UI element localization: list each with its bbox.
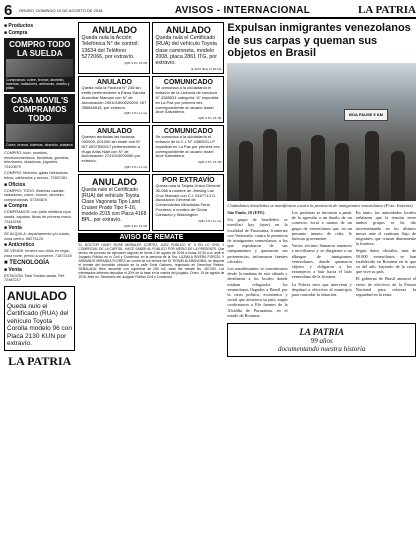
classified-box xyxy=(4,38,75,92)
category-subheading: ■ Compra xyxy=(4,31,75,36)
article-column xyxy=(227,22,416,534)
ad-ref: (Q81 3 8 L 1L 1L) xyxy=(124,165,148,170)
photo-figure xyxy=(287,147,301,201)
ad-ref: (Q81 3 8 L 1L 1L) xyxy=(124,111,148,116)
category-subheading: ■ Compra xyxy=(4,204,75,209)
anniversary-promo xyxy=(227,323,416,357)
article-col xyxy=(292,210,352,320)
classifieds-column xyxy=(4,22,75,534)
category-subheading: ■ Venta xyxy=(4,268,75,273)
ad-ref: (Q81 3 8 L 15 15) xyxy=(198,116,222,121)
promo-tagline: documentando nuestra historia xyxy=(277,345,366,354)
ad-title: ANULADO xyxy=(165,25,211,35)
ad-ref: (Q81 3 8 L 1L 1L) xyxy=(198,218,222,223)
classified-box-title: CASA MOVIL'S COMPRAMOS TODO xyxy=(11,96,69,123)
brand-logo: LA PATRIA xyxy=(358,4,416,16)
notice-ad xyxy=(78,174,150,231)
article-paragraph: Los protestas se iniciaron a partir de la agresión a un dueño de un comercio local a manos de un grupo de venezolanos que, en un presunto intento de robo, le hirieron gravemente. xyxy=(291,210,352,242)
auction-title: AVISO DE REMATE xyxy=(78,233,224,242)
ad-title: COMUNICADO xyxy=(163,79,213,87)
classified-box-text: Cobre, bronce, baterías, aluminio, chatarra xyxy=(6,143,73,147)
page-date: ORURO, DOMINGO 19 DE AGOSTO DE 2018 xyxy=(19,7,103,13)
photo-figure xyxy=(391,151,405,201)
ad-text: Queda nula el Certificado (RUA) del vehículo Toyota clase camioneta, modelo 2008, placa 2861 ITG, por extravío. xyxy=(155,35,217,67)
category-heading: ■ Productos xyxy=(4,24,75,29)
footer-brand: LA PATRIA xyxy=(8,353,72,368)
article-paragraph: Varios vecinos llamaron entonces a movilizarse y se dirigieron a un albergue de inmigrantes venezolanos, donde quemaron objetos y obligaron a los extranjeros a huir hacia el lado venezolano de la frontera. xyxy=(291,243,352,280)
classified-item: COMPRO: TODO: Baterías usadas, radiadores, cobre, bronce, aluminio, computadoras. 67254876 xyxy=(4,188,65,202)
anulado-ad-large xyxy=(4,286,75,351)
ad-title: ANULADO xyxy=(91,177,137,188)
road-sign: BOA PAUSE 5 KM xyxy=(344,109,388,121)
category-heading: ■ Oficios xyxy=(4,183,75,188)
article-paragraph: Los manifestantes se concentraron desde la mañana de este sábado y derribaron a los locales donde estaban refugiados los venezolanos llegados a Brasil por la crisis política, económica y social que atraviesa su país, según confirmaron a Efe fuentes de la Alcaldía de Pacaraima, en el estado de Roraima. xyxy=(227,266,288,318)
classified-box-title: COMPRO TODO LA SUELDA xyxy=(9,40,71,58)
page-number: 6 xyxy=(4,1,13,19)
ad-title: ANULADO xyxy=(7,288,67,303)
ad-text: Queda nula la Tarjeta Única General 36-066 a nombre de Jhesing Luz Cruz Mamani con C.I. 5167713 O. Asociación General de Comerciantes Minoristas Feria Frontera, a nombre de Gloria Camacho y Washington xyxy=(155,183,221,217)
classified-item: COMPRAMOS: con plata metálica ropa usada, zapatos, libros de primera mano. 72443765 xyxy=(4,210,72,224)
ad-text: Queda nula la Factura N° 245 sin emitir perteneciente a Elena Sandra Arancibar Mamani con N° de Autorización 249101600020000, NIT 356848915, por extravío. xyxy=(81,85,147,110)
article-body xyxy=(227,210,416,320)
category-heading: ■ Venta xyxy=(4,226,75,231)
photo-figure xyxy=(263,129,277,201)
classified-item: ESTACIÓN Total Sokkia usada. Ref. 72487217 xyxy=(4,273,66,283)
classified-box-text: Compramos: cobre, bronce, aluminio, baterías, radiadores, antimonio, estaño y plata. xyxy=(6,78,70,90)
article-paragraph: Según datos oficiales, más de 50.000 venezolanos se han establecido en Roraima en lo que va del año, huyendo de la crisis que vive su país. xyxy=(355,248,416,275)
ad-title: ANULADO xyxy=(91,25,137,35)
ad-ref: (1-1272 dha) 17 16 19) xyxy=(190,67,222,72)
ad-title: ANULADO xyxy=(96,128,132,136)
photo-figure xyxy=(239,141,253,201)
ad-ref: (Q81 3 8 L 15 15) xyxy=(124,61,148,66)
ad-title: ANULADO xyxy=(96,79,132,87)
ad-title: COMUNICADO xyxy=(163,128,213,136)
notices-column xyxy=(78,22,224,534)
notice-ad xyxy=(152,125,224,172)
auction-text: EL DOCTOR HAIDY ROSE MORALES CORTEZ, JUEZ PÚBLICO N° 8 EN LO CIVIL Y COMERCIAL DE LA CAPITAL. HACE SABER AL PÚBLICO POR MEDIO DE LA PRESENTE. Que dentro del proceso de ejecución seguido en fecha 2 de agosto de 2018 a horas 10:30 a.m. ante el Juzgado Público en lo Civil y Comercial, en la persona de la Sra. LUZMILA RIVERA PORCEL Y ARMANDO MIRANDA FLORES en contra de los bienes del Sr. ROMELIA ARANCIBIA, se dispone el remate del inmueble ubicado en la calle Soria Galvarro, registrado en Derechos Reales. SEÑALADA: Bien inmueble con superficie de 250 m2, base del remate Bs. 487.000. Los interesados deberán depositar el 20% de la base en la cuenta del juzgado. Oruro, 15 de agosto de 2018. Ante mí: Secretario del Juzgado Público Civil y Comercial. xyxy=(78,243,225,280)
article-col xyxy=(227,210,287,320)
ad-text: Queda nulo el Certificado (RUA) del vehículo Toyota Clase Vagoneta Tipo Land Cruiser Prado Tipo F-16, modelo 2015 con Placa 4168 BPL, por extravío. xyxy=(81,187,147,224)
classified-item: SE ALQUILA: departamento y/o cuarto, zona centro. 68273125 xyxy=(4,232,71,241)
notice-ad xyxy=(152,174,224,231)
classified-photo xyxy=(6,59,73,77)
notice-ad xyxy=(78,22,150,74)
section-title: AVISOS - INTERNACIONAL xyxy=(174,4,311,16)
ad-text: Queda nula la Acción Telefónica N° de control: 13634 del Teléfono 5272066, por extravío. xyxy=(81,35,139,60)
classified-photo xyxy=(6,124,73,142)
page-header xyxy=(4,3,416,19)
ad-text: Quedan anuladas las facturas 000009, 001000 sin emitir con N° NIT 6537550017 perteneciente a Hugo Arias Nalli con N° de Autorización 2741010000080 por extravío. xyxy=(81,134,141,164)
photo-figure xyxy=(365,131,379,201)
notice-ad xyxy=(152,22,224,74)
classified-box xyxy=(4,94,75,149)
classified-item: SE VENDE: terreno con título en regla, zona norte, precio a convenir. 71872145 xyxy=(4,249,72,258)
promo-title: LA PATRIA xyxy=(299,327,344,338)
article-dateline: São Paulo, 18 (EFE) xyxy=(227,210,265,215)
tech-heading: ■ TECNOLOGÍA xyxy=(4,261,75,266)
photo-figure xyxy=(311,135,325,201)
article-col xyxy=(356,210,416,320)
classified-item: COMPRO: todo, muebles, electrodomésticos, bicicletas, garrafas, televisores, lavadoras, juguetes. 72420879 xyxy=(4,151,70,169)
notice-ad xyxy=(78,125,150,172)
ad-text: Se comunica a la ciudadanía el extravío de la C.I. N° 4385531 LP expedida en La Paz por primera vez, correspondiente al usuario Israel Arce Salvatierra. xyxy=(155,134,221,159)
ad-title: POR EXTRAVÍO xyxy=(162,177,215,185)
promo-years: 99 años xyxy=(310,337,333,346)
ad-text: Queda nulo el Certificado (RUA) del vehículo Toyota Corolla modelo 96 con Placa 2130 KUN por extravío. xyxy=(7,302,73,348)
article-paragraph: El gobierno de Brasil anunció el envío de efectivos de la Fuerza Nacional para reforzar la seguridad en la zona. xyxy=(355,276,416,298)
article-paragraph: Un grupo de brasileños se movilizó hoy (ayer) en la localidad de Pacaraima, fronteriza con Venezuela, contra la presencia de inmigrantes venezolanos, a los que expulsaron de sus campamentos y quemaron sus pertenencias, informaron fuentes oficiales. xyxy=(227,217,288,264)
article-paragraph: La Policía tuvo que intervenir y desplazó a efectivos al municipio para controlar la situación. xyxy=(291,281,352,298)
notice-ad xyxy=(78,76,150,123)
article-photo xyxy=(227,63,416,201)
article-headline: Expulsan inmigrantes venezolanos de sus carpas y queman sus objetos en Brasil xyxy=(227,22,411,59)
photo-figure xyxy=(335,143,349,201)
photo-caption: Ciudadanos brasileños se manifiestan contra la presencia de inmigrantes venezolanos (Foto: Internet) xyxy=(227,202,413,208)
classified-item: COMPRO: Motores, gatas hidráulicas, tubos, cableados y aceros. 72487451 xyxy=(4,171,69,180)
ad-ref: (Q81 3 8 L 15 15) xyxy=(198,160,222,165)
auction-notice xyxy=(78,233,224,279)
notice-ad xyxy=(152,76,224,123)
ad-text: Se comunica a la ciudadanía el extravío de la Licencia de conducir N° 4385531 categoría “A” expedida en La Paz por primera vez, correspondiente al usuario Israel Arce Salvatierra. xyxy=(155,85,219,115)
article-paragraph: En tanto, las autoridades locales señalaron que la tensión entre ambos grupos se ha ido incrementando en los últimos meses ante el continuo flujo de migrantes que cruzan diariamente la frontera. xyxy=(355,210,416,247)
ad-ref: (Q81 3 8 L 15 15) xyxy=(124,224,148,229)
category-heading: ■ Anticrético xyxy=(4,243,75,248)
